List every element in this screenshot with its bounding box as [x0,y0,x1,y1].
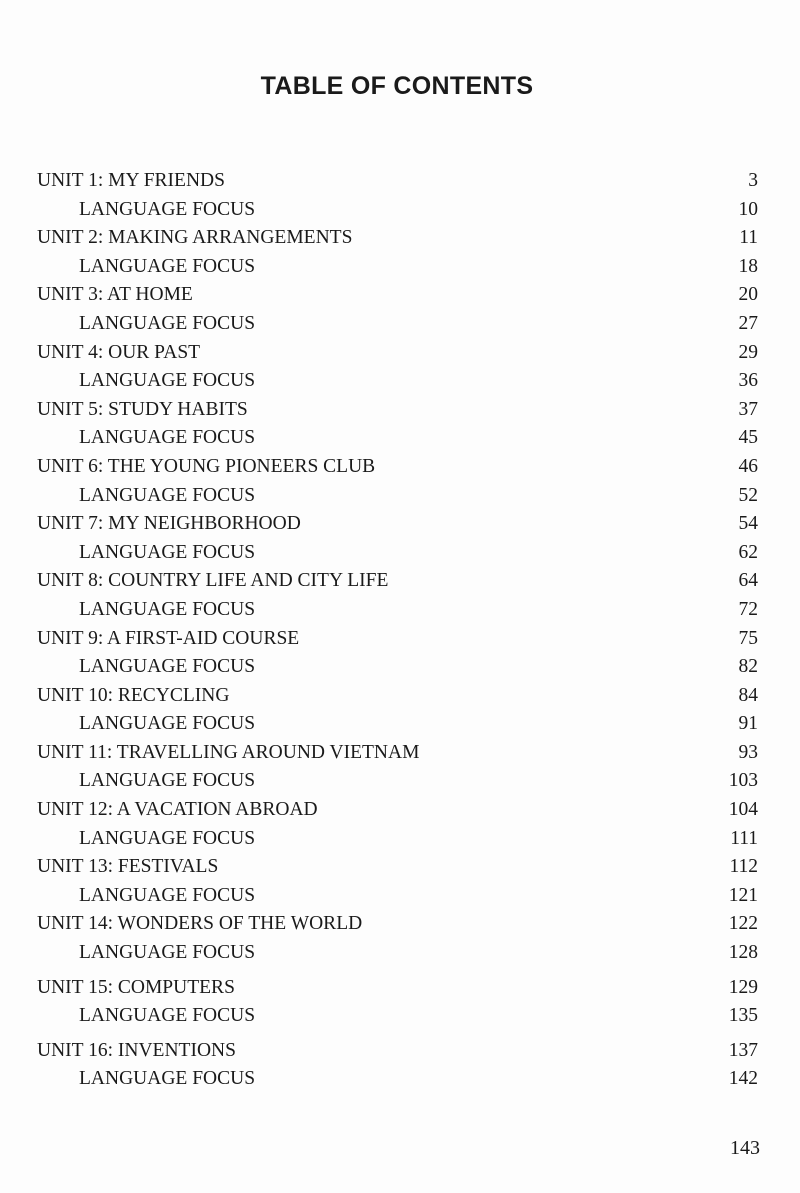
toc-entry-page: 52 [738,484,758,506]
toc-entry-label: LANGUAGE FOCUS [79,770,256,792]
toc-entry-page: 91 [738,713,758,735]
toc-entry-label: LANGUAGE FOCUS [79,370,256,392]
toc-entry-page: 64 [738,570,758,592]
toc-entry-page: 122 [728,913,758,935]
toc-entry [0,167,800,196]
toc-entry-label: LANGUAGE FOCUS [79,541,256,563]
toc-entry-label: LANGUAGE FOCUS [79,484,256,506]
toc-entry-page: 104 [728,799,758,821]
toc-subentry [0,196,800,225]
toc-subentry [0,424,800,453]
toc-entry-label: LANGUAGE FOCUS [79,255,256,277]
toc-entry-label: LANGUAGE FOCUS [79,312,256,334]
toc-entry-page: 27 [738,312,758,334]
toc-entry [0,453,800,482]
toc-entry-page: 37 [738,398,758,420]
toc-entry-label: LANGUAGE FOCUS [79,884,256,906]
toc-entry-label: LANGUAGE FOCUS [79,427,256,449]
toc-entry-label: UNIT 6: THE YOUNG PIONEERS CLUB [37,455,376,477]
toc-entry-page: 46 [738,455,758,477]
toc-entry-page: 29 [738,341,758,363]
toc-entry-label: UNIT 9: A FIRST-AID COURSE [37,627,300,649]
toc-entry-page: 128 [728,942,758,964]
toc-entry-page: 103 [728,770,758,792]
toc-subentry [0,710,800,739]
toc-entry [0,567,800,596]
toc-entry [0,853,800,882]
toc-subentry [0,1002,800,1031]
toc-entry-label: UNIT 3: AT HOME [37,284,193,306]
toc-entry-page: 75 [738,627,758,649]
toc-entry-label: UNIT 1: MY FRIENDS [37,170,225,191]
toc-subentry [0,653,800,682]
toc-entry-page: 111 [730,827,758,849]
toc-entry-label: UNIT 7: MY NEIGHBORHOOD [37,513,301,535]
toc-entry-page: 84 [738,684,758,706]
toc-subentry [0,825,800,854]
toc-entry-label: UNIT 2: MAKING ARRANGEMENTS [37,227,353,249]
toc-entry [0,739,800,768]
toc-entry-page: 3 [748,170,758,191]
toc-entry-page: 11 [739,227,758,249]
toc-entry-label: LANGUAGE FOCUS [79,1005,256,1027]
toc-entry-label: UNIT 13: FESTIVALS [37,856,219,878]
toc-entry-page: 112 [729,856,758,878]
toc-entry-page: 121 [728,884,758,906]
toc-subentry [0,310,800,339]
toc-entry [0,339,800,368]
toc-entry-page: 10 [738,198,758,220]
toc-entry-page: 142 [728,1068,758,1090]
toc-subentry [0,596,800,625]
toc-entry [0,910,800,939]
toc-subentry [0,939,800,968]
toc-entry-label: UNIT 15: COMPUTERS [37,976,235,998]
toc-entry-label: LANGUAGE FOCUS [79,1068,256,1090]
toc-entry-page: 36 [738,370,758,392]
toc-subentry [0,539,800,568]
toc-entry-page: 82 [738,656,758,678]
toc-subentry [0,767,800,796]
toc-subentry [0,367,800,396]
toc-entry [0,974,800,1003]
toc-entry [0,224,800,253]
toc-entry [0,281,800,310]
toc-entry-label: LANGUAGE FOCUS [79,656,256,678]
toc-entry-page: 72 [738,598,758,620]
toc-subentry [0,482,800,511]
toc-subentry [0,253,800,282]
page-title: TABLE OF CONTENTS [260,72,534,100]
toc-entry [0,510,800,539]
toc-entry-page: 18 [738,255,758,277]
toc-entry-label: UNIT 16: INVENTIONS [37,1039,236,1061]
toc-entry-label: UNIT 11: TRAVELLING AROUND VIETNAM [37,741,420,763]
toc-entry-label: UNIT 10: RECYCLING [37,684,230,706]
toc-entry-label: UNIT 5: STUDY HABITS [37,398,248,420]
toc-entry-label: LANGUAGE FOCUS [79,942,256,964]
page-number: 143 [730,1137,760,1159]
toc-entry [0,796,800,825]
toc-subentry [0,1065,800,1094]
toc-entry-label: UNIT 12: A VACATION ABROAD [37,799,318,821]
toc-entry-page: 54 [738,513,758,535]
toc-entry-page: 135 [728,1005,758,1027]
toc-list [0,167,800,1094]
toc-entry [0,625,800,654]
toc-entry [0,1037,800,1066]
toc-entry-label: UNIT 4: OUR PAST [37,341,201,363]
toc-entry-page: 20 [738,284,758,306]
toc-entry-label: UNIT 8: COUNTRY LIFE AND CITY LIFE [37,570,389,592]
toc-entry-label: LANGUAGE FOCUS [79,198,256,220]
toc-entry [0,682,800,711]
toc-entry [0,396,800,425]
toc-entry-label: LANGUAGE FOCUS [79,827,256,849]
toc-entry-label: LANGUAGE FOCUS [79,598,256,620]
toc-entry-page: 45 [738,427,758,449]
toc-subentry [0,882,800,911]
toc-entry-page: 129 [728,976,758,998]
toc-entry-page: 137 [728,1039,758,1061]
toc-entry-page: 62 [738,541,758,563]
toc-entry-page: 93 [738,741,758,763]
toc-entry-label: UNIT 14: WONDERS OF THE WORLD [37,913,363,935]
toc-entry-label: LANGUAGE FOCUS [79,713,256,735]
